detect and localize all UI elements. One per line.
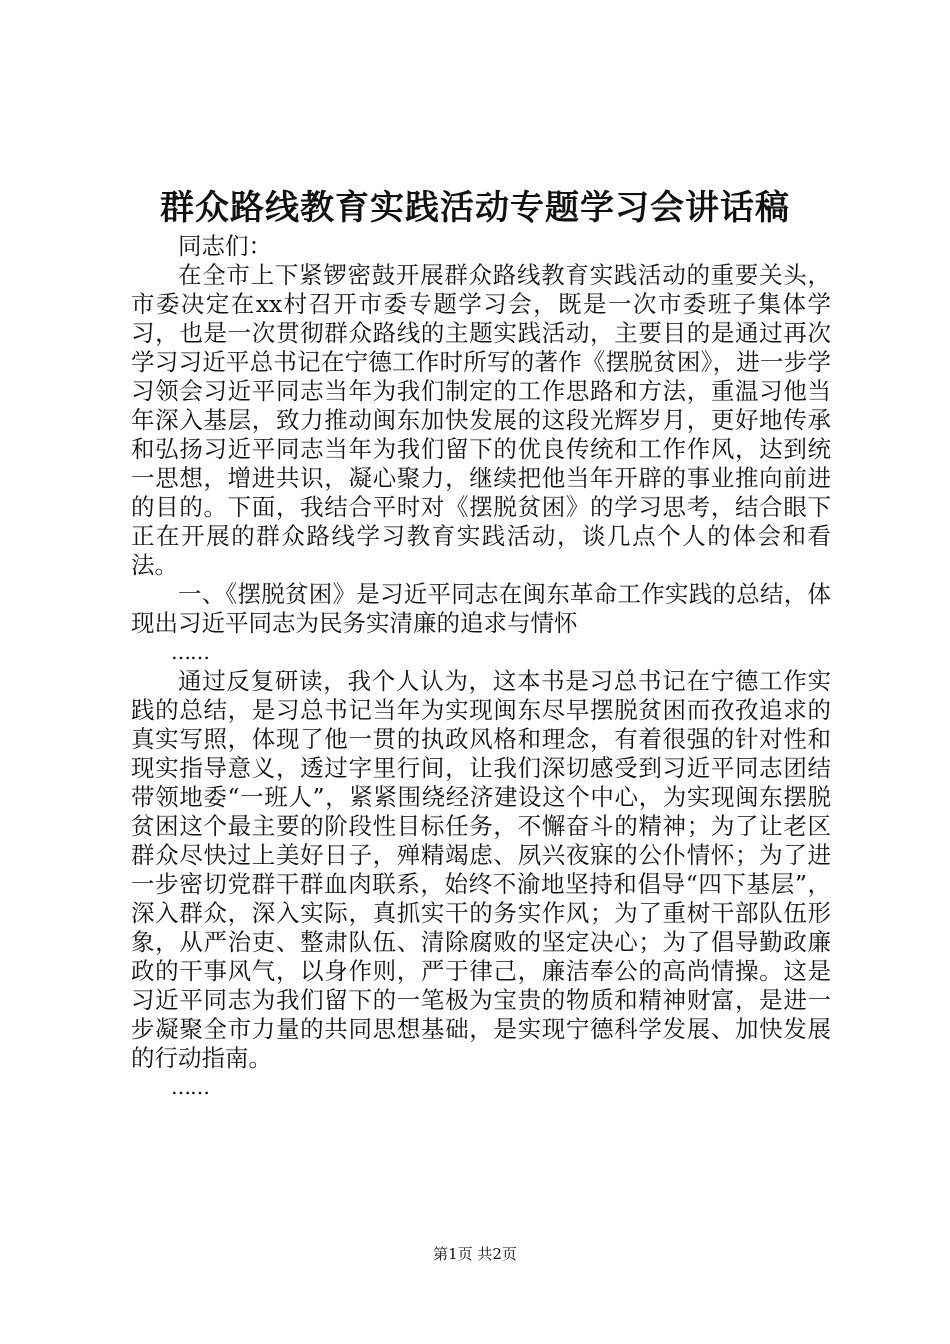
- paragraph-intro: 在全市上下紧锣密鼓开展群众路线教育实践活动的重要关头，市委决定在xx村召开市委专题学习会，既是一次市委班子集体学习，也是一次贯彻群众路线的主题实践活动，主要目的是通过再次学习习近平总书记在宁德工作时所写的著作《摆脱贫困》，进一步学习领会习近平同志当年为我们制定的工作思路和方法，重温习他当年深入基层，致力推动闽东加快发展的这段光辉岁月，更好地传承和弘扬习近平同志当年为我们留下的优良传统和工作作风，达到统一思想，增进共识，凝心聚力，继续把他当年开辟的事业推向前进的目的。下面，我结合平时对《摆脱贫困》的学习思考，结合眼下正在开展的群众路线学习教育实践活动，谈几点个人的体会和看法。: [131, 261, 831, 579]
- document-title: 群众路线教育实践活动专题学习会讲话稿: [160, 188, 790, 228]
- page-number: 第1页 共2页: [433, 1245, 517, 1263]
- greeting: 同志们：: [178, 232, 272, 260]
- paragraph-analysis: 通过反复研读，我个人认为，这本书是习总书记在宁德工作实践的总结，是习总书记当年为实现闽东尽早摆脱贫困而孜孜追求的真实写照，体现了他一贯的执政风格和理念，有着很强的针对性和现实指导意义，透过字里行间，让我们深切感受到习近平同志团结带领地委“一班人”，紧紧围绕经济建设这个中心，为实现闽东摆脱贫困这个最主要的阶段性目标任务，不懈奋斗的精神；为了让老区群众尽快过上美好日子，殚精竭虑、夙兴夜寐的公仆情怀；为了进一步密切党群干群血肉联系，始终不渝地坚持和倡导“四下基层”，深入群众，深入实际，真抓实干的务实作风；为了重树干部队伍形象，从严治吏、整肃队伍、清除腐败的坚定决心；为了倡导勤政廉政的干事风气，以身作则，严于律己，廉洁奉公的高尚情操。这是习近平同志为我们留下的一笔极为宝贵的物质和精神财富，是进一步凝聚全市力量的共同思想基础，是实现宁德科学发展、加快发展的行动指南。: [131, 667, 831, 1072]
- ellipsis-1: ……: [171, 640, 209, 664]
- ellipsis-2: ……: [171, 1075, 209, 1099]
- section-heading-1: 一、《摆脱贫困》是习近平同志在闽东革命工作实践的总结，体现出习近平同志为民务实清廉的追求与情怀: [131, 580, 831, 637]
- document-body: [131, 232, 831, 1102]
